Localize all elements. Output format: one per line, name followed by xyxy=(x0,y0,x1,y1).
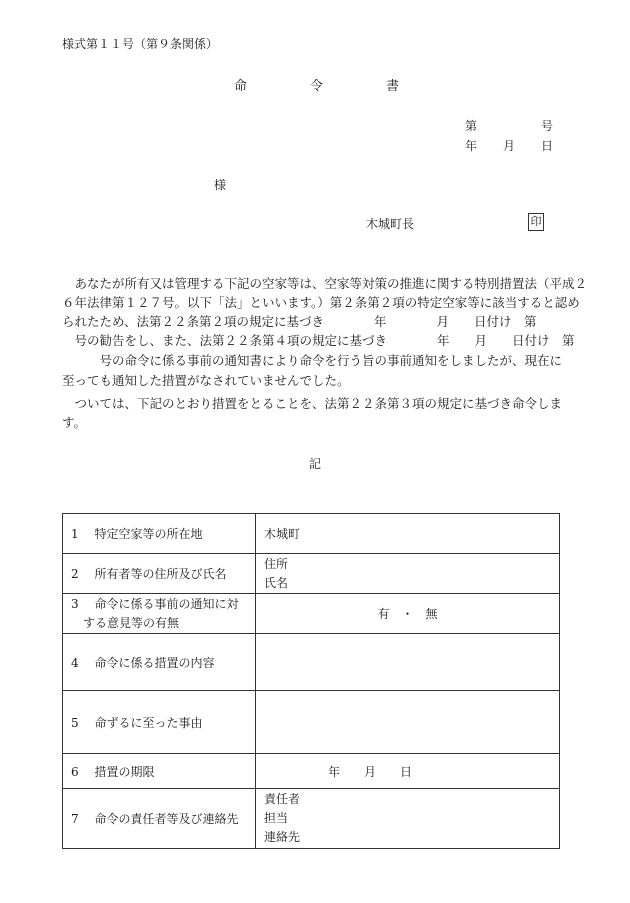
row-label-line: 3 命令に係る事前の通知に対 xyxy=(71,596,239,611)
seal-stamp: 印 xyxy=(528,213,544,231)
body-line: られたため、法第２２条第２項の規定に基づき 年 月 日付け 第 xyxy=(62,314,537,329)
doc-number-go: 号 xyxy=(541,119,554,133)
row-value xyxy=(256,554,560,594)
row-label: 1 特定空家等の所在地 xyxy=(63,514,256,554)
body-line: 至っても通知した措置がなされていませんでした。 xyxy=(62,373,350,388)
row-label: 6 措置の期限 xyxy=(63,754,256,789)
table-row xyxy=(63,554,560,594)
contact-person-label: 担当 xyxy=(264,811,289,825)
row-label: 5 命ずるに至った事由 xyxy=(63,691,256,754)
date-month: 月 xyxy=(503,139,516,153)
table-row xyxy=(63,789,560,849)
row-label: 2 所有者等の住所及び氏名 xyxy=(63,554,256,594)
body-line: あなたが所有又は管理する下記の空家等は、空家等対策の推進に関する特別措置法（平成２ xyxy=(62,276,588,291)
doc-number-dai: 第 xyxy=(465,119,478,133)
ki-heading: 記 xyxy=(309,457,322,471)
row-value xyxy=(256,634,560,691)
row-value xyxy=(256,789,560,849)
row-label-line: する意見等の有無 xyxy=(71,615,180,630)
addressee: 様 xyxy=(214,178,227,192)
body-line: 号の命令に係る事前の通知書により命令を行う旨の事前通知をしましたが、現在に xyxy=(62,353,563,368)
row-value: 木城町 xyxy=(256,514,560,554)
title-char-1: 命 xyxy=(234,79,248,94)
body-line: 号の勧告をし、また、法第２２条第４項の規定に基づき 年 月 日付け 第 xyxy=(62,333,575,348)
date-year: 年 xyxy=(465,139,478,153)
contact-info-label: 連絡先 xyxy=(264,830,301,844)
table-row xyxy=(63,594,560,634)
form-number: 様式第１１号（第９条関係） xyxy=(62,37,219,51)
row-label: 4 命令に係る措置の内容 xyxy=(63,634,256,691)
body-line: す。 xyxy=(62,415,87,430)
responsible-person-label: 責任者 xyxy=(264,792,301,806)
address-label: 住所 xyxy=(264,556,289,571)
title-char-3: 書 xyxy=(386,79,400,94)
document-title xyxy=(0,75,630,93)
date-day: 日 xyxy=(541,139,554,153)
issuer-name: 木城町長 xyxy=(366,217,415,231)
opinion-yes-no: 有 ・ 無 xyxy=(256,594,560,634)
row-value xyxy=(256,691,560,754)
title-char-2: 令 xyxy=(310,79,324,94)
row-label: 7 命令の責任者等及び連絡先 xyxy=(63,789,256,849)
body-line: ６年法律第１２７号。以下「法」といいます。）第２条第２項の特定空家等に該当すると認め xyxy=(62,295,580,310)
table-row xyxy=(63,691,560,754)
table-row xyxy=(63,514,560,554)
table-row xyxy=(63,754,560,789)
order-details-table xyxy=(62,513,560,849)
deadline-date: 年 月 日 xyxy=(256,754,560,789)
table-row xyxy=(63,634,560,691)
body-line: ついては、下記のとおり措置をとることを、法第２２条第３項の規定に基づき命令しま xyxy=(62,396,563,411)
name-label: 氏名 xyxy=(264,575,289,590)
row-label xyxy=(63,594,256,634)
